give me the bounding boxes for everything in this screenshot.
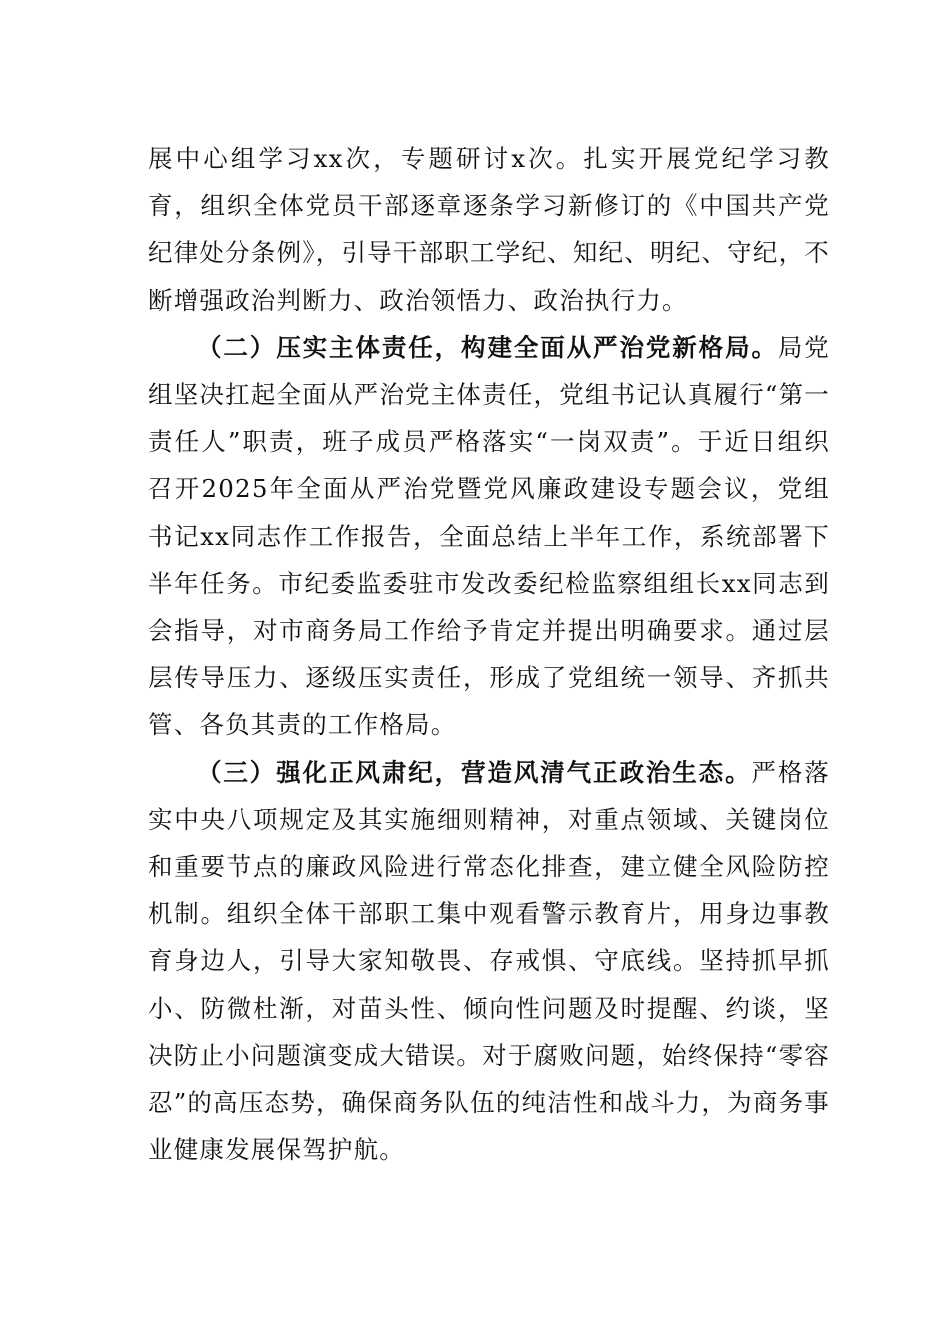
paragraph-section-3 [148, 749, 830, 1174]
section-heading-2: （二）压实主体责任，构建全面从严治党新格局。 [197, 332, 778, 362]
paragraph-continuation [148, 135, 830, 324]
document-body [148, 135, 830, 1173]
section-heading-3: （三）强化正风肃纪，营造风清气正政治生态。 [197, 757, 752, 787]
paragraph-text: 严格落实中央八项规定及其实施细则精神，对重点领域、关键岗位和重要节点的廉政风险进行常态化排查，建立健全风险防控机制。组织全体干部职工集中观看警示教育片，用身边事教育身边人，引导大家知敬畏、存戒惧、守底线。坚持抓早抓小、防微杜渐，对苗头性、倾向性问题及时提醒、约谈，坚决防止小问题演变成大错误。对于腐败问题，始终保持“零容忍”的高压态势，确保商务队伍的纯洁性和战斗力，为商务事业健康发展保驾护航。 [148, 757, 830, 1165]
paragraph-section-2 [148, 324, 830, 749]
paragraph-text: 局党组坚决扛起全面从严治党主体责任，党组书记认真履行“第一责任人”职责，班子成员严格落实“一岗双责”。于近日组织召开2025年全面从严治党暨党风廉政建设专题会议，党组书记xx同志作工作报告，全面总结上半年工作，系统部署下半年任务。市纪委监委驻市发改委纪检监察组组长xx同志到会指导，对市商务局工作给予肯定并提出明确要求。通过层层传导压力、逐级压实责任，形成了党组统一领导、齐抓共管、各负其责的工作格局。 [148, 332, 830, 740]
paragraph-text: 展中心组学习xx次，专题研讨x次。扎实开展党纪学习教育，组织全体党员干部逐章逐条学习新修订的《中国共产党纪律处分条例》，引导干部职工学纪、知纪、明纪、守纪，不断增强政治判断力、政治领悟力、政治执行力。 [148, 144, 830, 315]
